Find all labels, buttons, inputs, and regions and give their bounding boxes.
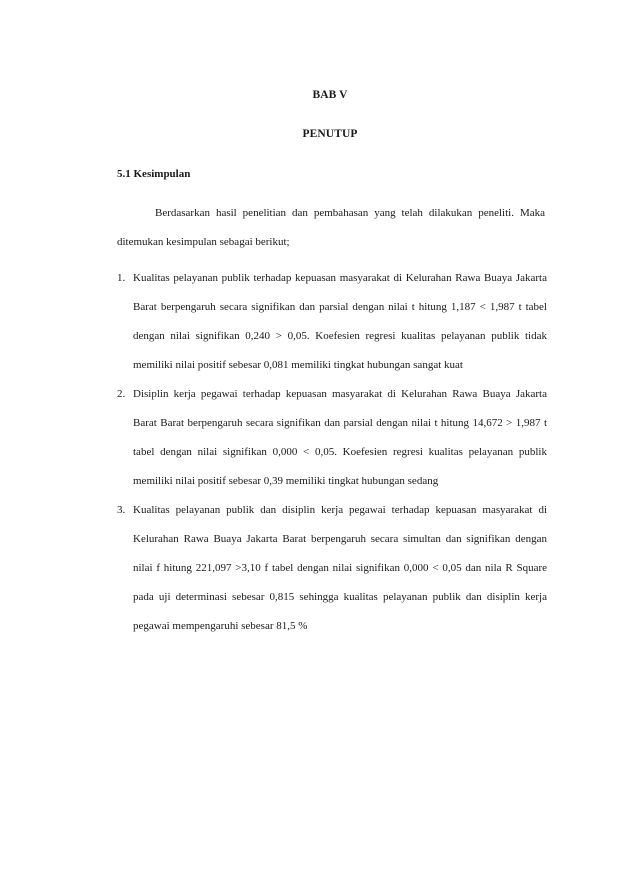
list-item xyxy=(117,264,547,380)
list-item-text: Disiplin kerja pegawai terhadap kepuasan masyarakat di Kelurahan Rawa Buaya Jakarta Barat Barat berpengaruh secara signifikan dan parsial dengan nilai t hitung 14,672 > 1,987 t tabel dengan nilai signifikan 0,000 < 0,05. Koefesien regresi kualitas pelayanan publik memiliki nilai positif sebesar 0,39 memiliki tingkat hubungan sedang xyxy=(133,388,547,487)
list-item-number: 2. xyxy=(117,388,126,400)
chapter-label: BAB V xyxy=(312,89,348,101)
list-item xyxy=(117,496,547,641)
list-item-text: Kualitas pelayanan publik terhadap kepuasan masyarakat di Kelurahan Rawa Buaya Jakarta Barat berpengaruh secara signifikan dan parsial dengan nilai t hitung 1,187 < 1,987 t tabel dengan nilai signifikan 0,240 > 0,05. Koefesien regresi kualitas pelayanan publik tidak memiliki nilai positif sebesar 0,081 memiliki tingkat hubungan sangat kuat xyxy=(133,272,547,371)
section-heading: 5.1 Kesimpulan xyxy=(117,168,191,180)
chapter-title: PENUTUP xyxy=(302,128,358,140)
list-item-number: 3. xyxy=(117,504,126,516)
conclusion-list xyxy=(117,264,547,641)
intro-paragraph: Berdasarkan hasil penelitian dan pembahasan yang telah dilakukan peneliti. Maka ditemukan kesimpulan sebagai berikut; xyxy=(117,207,545,248)
list-item-number: 1. xyxy=(117,272,126,284)
list-item-text: Kualitas pelayanan publik dan disiplin kerja pegawai terhadap kepuasan masyarakat di Kelurahan Rawa Buaya Jakarta Barat berpengaruh secara simultan dan signifikan dengan nilai f hitung 221,097 >3,10 f tabel dengan nilai signifikan 0,000 < 0,05 dan nila R Square pada uji determinasi sebesar 0,815 sehingga kualitas pelayanan publik dan disiplin kerja pegawai mempengaruhi sebesar 81,5 % xyxy=(133,504,547,632)
list-item xyxy=(117,380,547,496)
